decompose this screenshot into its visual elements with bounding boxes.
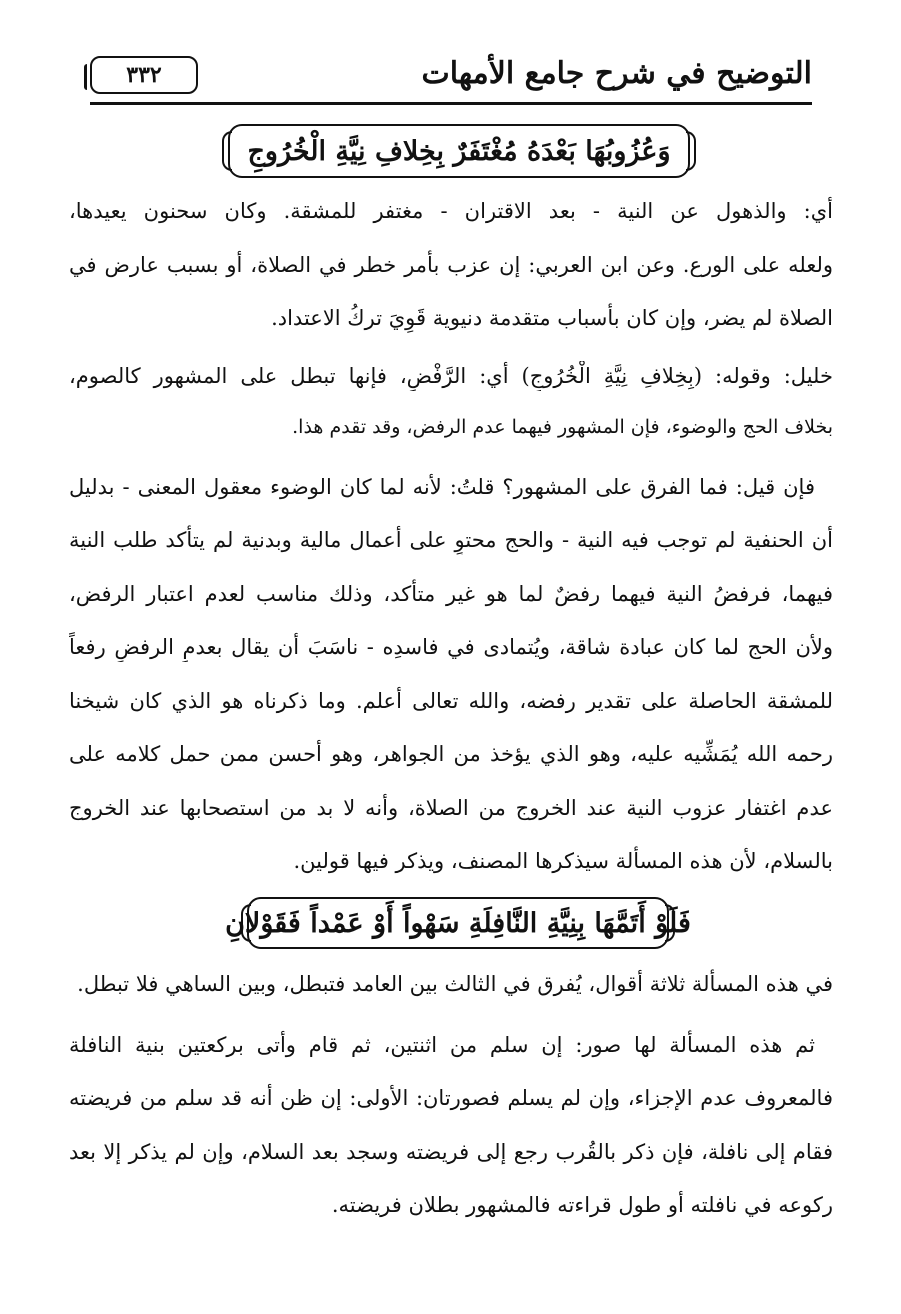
- text-line-4: خليل: وقوله: (بِخِلافِ نِيَّةِ الْخُرُوجِ) أي: الرَّفْضِ، فإنها تبطل على المشهور كالصوم،: [69, 364, 833, 388]
- page-header: [90, 50, 812, 102]
- text-line-16: فالمعروف عدم الإجزاء، وإن لم يسلم فصورتان: الأولى: إن ظن أنه قد سلم من فريضته: [69, 1086, 833, 1110]
- text-line-18: ركوعه في نافلته أو طول قراءته فالمشهور بطلان فريضته.: [331, 1193, 833, 1217]
- text-line-7: أن الحنفية لم توجب فيه النية - والحج محتوٍ على أعمال مالية وبدنية لم يتأكد طلب النية: [69, 528, 833, 552]
- section-heading-1-text: وَعُزُوبُهَا بَعْدَهُ مُغْتَفَرٌ بِخِلافِ نِيَّةِ الْخُرُوجِ: [247, 135, 671, 167]
- text-line-1: أي: والذهول عن النية - بعد الاقتران - مغتفر للمشقة. وكان سحنون يعيدها،: [69, 199, 833, 223]
- text-line-5: بخلاف الحج والوضوء، فإن المشهور فيهما عدم الرفض، وقد تقدم هذا.: [292, 416, 833, 438]
- text-line-17: فقام إلى نافلة، فإن ذكر بالقُرب رجع إلى فريضته وسجد بعد السلام، وإن لم يذكر إلا بعد: [69, 1140, 833, 1164]
- text-line-11: رحمه الله يُمَشِّيه عليه، وهو الذي يؤخذ من الجواهر، وهو أحسن ممن حمل كلامه على: [69, 742, 833, 766]
- section-heading-2: [225, 897, 691, 949]
- text-line-9: ولأن الحج لما كان عبادة شاقة، ويُتمادى في فاسدِه - ناسَبَ أن يقال بعدمِ الرفضِ رفعاً: [69, 635, 833, 659]
- header-divider: [90, 102, 812, 105]
- section-heading-1: [228, 124, 690, 178]
- text-line-13: بالسلام، لأن هذه المسألة سيذكرها المصنف، ويذكر فيها قولين.: [293, 849, 833, 873]
- text-line-14: في هذه المسألة ثلاثة أقوال، يُفرق في الثالث بين العامد فتبطل، وبين الساهي فلا تبطل.: [77, 972, 833, 996]
- text-line-12: عدم اغتفار عزوب النية عند الخروج من الصلاة، وأنه لا بد من استصحابها عند الخروج: [69, 796, 833, 820]
- text-line-10: للمشقة الحاصلة على تقدير رفضه، والله تعالى أعلم. وما ذكرناه هو الذي كان شيخنا: [69, 689, 833, 713]
- section-heading-2-text: فَلَوْ أَتَمَّهَا بِنِيَّةِ النَّافِلَةِ سَهْواً أَوْ عَمْداً فَقَوْلانِ: [225, 907, 691, 939]
- text-line-8: فيهما، فرفضُ النية فيهما رفضٌ لما هو غير متأكد، وذلك مناسب لعدم اعتبار الرفض،: [69, 582, 833, 606]
- book-title: التوضيح في شرح جامع الأمهات: [421, 56, 812, 91]
- text-line-15: ثم هذه المسألة لها صور: إن سلم من اثنتين، ثم قام وأتى بركعتين بنية النافلة: [69, 1033, 815, 1057]
- page-number: ٣٣٢: [90, 56, 198, 94]
- text-line-3: الصلاة لم يضر، وإن كان بأسباب متقدمة دنيوية قَوِيَ تركُ الاعتداد.: [271, 306, 833, 330]
- text-line-6: فإن قيل: فما الفرق على المشهور؟ قلتُ: لأنه لما كان الوضوء معقول المعنى - بدليل: [69, 475, 815, 499]
- text-line-2: ولعله على الورع. وعن ابن العربي: إن عزب بأمر خطر في الصلاة، أو بسبب عارض في: [69, 253, 833, 277]
